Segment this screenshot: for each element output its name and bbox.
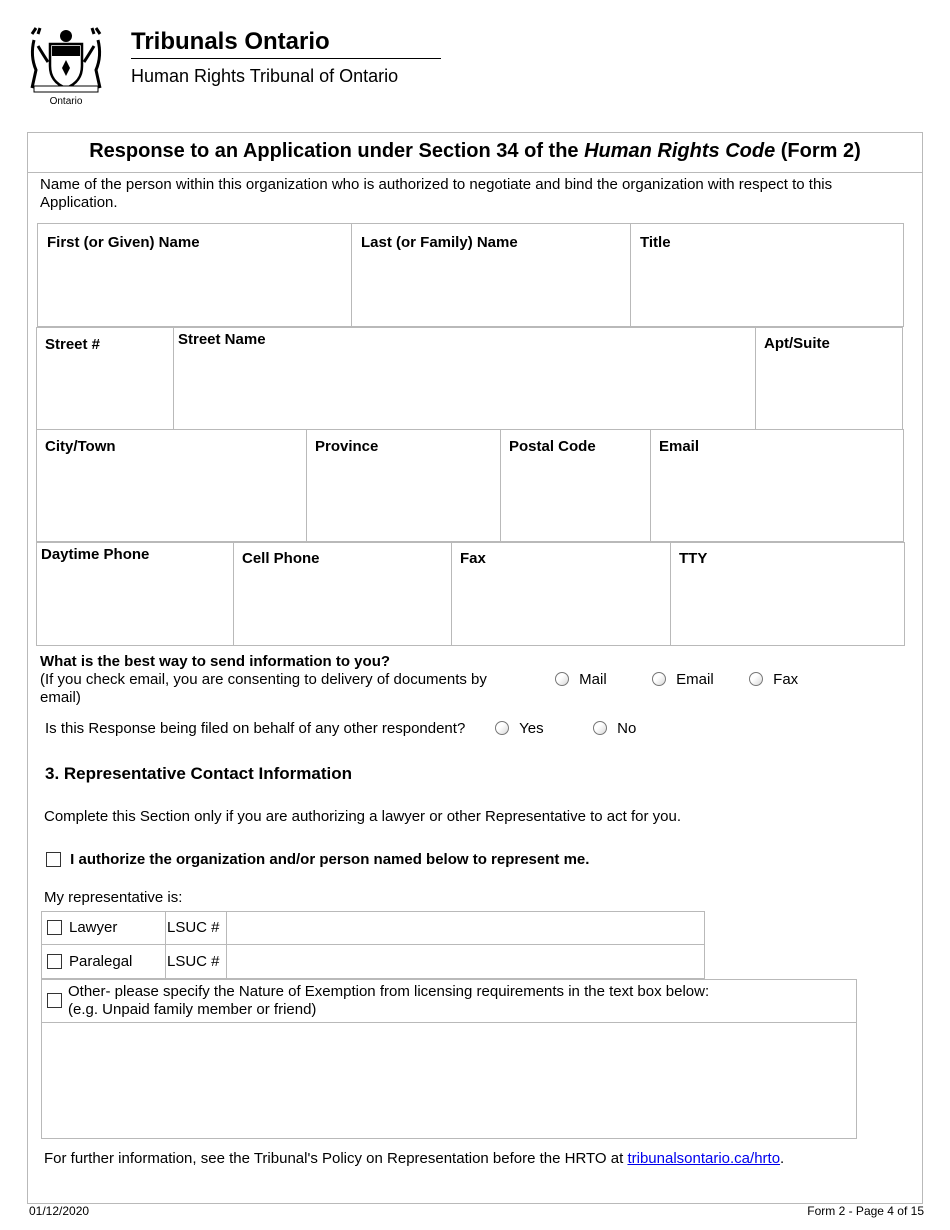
ontario-crest-logo (26, 26, 106, 94)
radio-mail-circle[interactable] (555, 672, 569, 686)
radio-no[interactable] (593, 720, 636, 737)
radio-email-circle[interactable] (652, 672, 666, 686)
radio-fax[interactable] (749, 671, 798, 688)
section-3-heading: 3. Representative Contact Information (45, 764, 353, 783)
apt-suite-label: Apt/Suite (764, 335, 830, 352)
radio-yes-circle[interactable] (495, 721, 509, 735)
title-field[interactable] (630, 223, 904, 327)
paralegal-checkbox[interactable] (47, 954, 62, 969)
paralegal-option[interactable] (41, 944, 166, 979)
title-divider (28, 172, 922, 173)
contact-pref-question: What is the best way to send information to you? (40, 653, 391, 670)
first-name-field[interactable] (37, 223, 352, 327)
lawyer-checkbox[interactable] (47, 920, 62, 935)
paralegal-label: Paralegal (69, 953, 133, 970)
street-name-field[interactable] (173, 327, 756, 430)
last-name-field[interactable] (351, 223, 631, 327)
paralegal-lsuc-label-cell (165, 944, 227, 979)
province-field[interactable] (306, 429, 501, 542)
radio-mail[interactable] (555, 671, 607, 688)
radio-no-label: No (617, 720, 637, 737)
authorize-checkbox-row[interactable] (46, 851, 589, 868)
province-label: Province (315, 438, 379, 455)
daytime-phone-field[interactable] (36, 542, 234, 646)
city-field[interactable] (36, 429, 307, 542)
radio-fax-label: Fax (773, 671, 799, 688)
lawyer-label: Lawyer (69, 919, 118, 936)
section-3-instruction: Complete this Section only if you are authorizing a lawyer or other Representative to act for you. (44, 808, 681, 825)
postal-code-label: Postal Code (509, 438, 596, 455)
lsuc-label-cell (165, 911, 227, 945)
further-info (44, 1150, 784, 1167)
hrto-link[interactable]: tribunalsontario.ca/hrto (627, 1150, 781, 1167)
crest-label: Ontario (49, 96, 83, 107)
radio-yes-label: Yes (519, 720, 544, 737)
authorize-checkbox[interactable] (46, 852, 61, 867)
further-info-text: For further information, see the Tribunal's Policy on Representation before the HRTO at (44, 1150, 628, 1167)
apt-suite-field[interactable] (755, 327, 903, 430)
street-number-field[interactable] (36, 327, 174, 430)
fax-label: Fax (460, 550, 486, 567)
lawyer-option[interactable] (41, 911, 166, 945)
contact-pref-note: (If you check email, you are consenting to delivery of documents by email) (40, 671, 487, 706)
radio-email[interactable] (652, 671, 714, 688)
intro-text: Name of the person within this organization who is authorized to negotiate and bind the organization with respect to this Application. (40, 176, 833, 211)
tty-field[interactable] (670, 542, 905, 646)
radio-fax-circle[interactable] (749, 672, 763, 686)
email-label: Email (659, 438, 700, 455)
last-name-label: Last (or Family) Name (361, 234, 518, 251)
radio-yes[interactable] (495, 720, 544, 737)
cell-phone-label: Cell Phone (242, 550, 320, 567)
exemption-textbox[interactable] (41, 1022, 857, 1139)
title-label: Title (640, 234, 671, 251)
postal-code-field[interactable] (500, 429, 651, 542)
other-label-line2: (e.g. Unpaid family member or friend) (68, 1001, 317, 1018)
radio-mail-label: Mail (579, 671, 607, 688)
other-checkbox[interactable] (47, 993, 62, 1008)
org-subtitle: Human Rights Tribunal of Ontario (131, 66, 399, 86)
street-name-label: Street Name (178, 331, 266, 348)
radio-email-label: Email (676, 671, 714, 688)
authorize-label: I authorize the organization and/or person named below to represent me. (70, 851, 590, 868)
tty-label: TTY (679, 550, 708, 567)
further-info-period: . (780, 1150, 785, 1167)
other-respondent-question: Is this Response being filed on behalf of any other respondent? (45, 720, 466, 737)
first-name-label: First (or Given) Name (47, 234, 200, 251)
lawyer-lsuc-input[interactable] (226, 911, 705, 945)
footer-page: Form 2 - Page 4 of 15 (807, 1204, 924, 1218)
paralegal-lsuc-label: LSUC # (167, 953, 220, 970)
header-divider (131, 58, 441, 59)
fax-field[interactable] (451, 542, 671, 646)
other-label-line1: Other- please specify the Nature of Exemption from licensing requirements in the text box below: (68, 983, 710, 1000)
form-title: Response to an Application under Section 34 of the Human Rights Code (Form 2) (89, 140, 861, 162)
other-option[interactable] (41, 979, 857, 1023)
footer-date: 01/12/2020 (29, 1204, 90, 1218)
org-title: Tribunals Ontario (131, 28, 330, 55)
lawyer-lsuc-label: LSUC # (167, 919, 220, 936)
city-label: City/Town (45, 438, 116, 455)
my-representative-label: My representative is: (44, 889, 183, 906)
radio-no-circle[interactable] (593, 721, 607, 735)
paralegal-lsuc-input[interactable] (226, 944, 705, 979)
street-number-label: Street # (45, 336, 101, 353)
daytime-phone-label: Daytime Phone (41, 546, 150, 563)
cell-phone-field[interactable] (233, 542, 452, 646)
email-field[interactable] (650, 429, 904, 542)
